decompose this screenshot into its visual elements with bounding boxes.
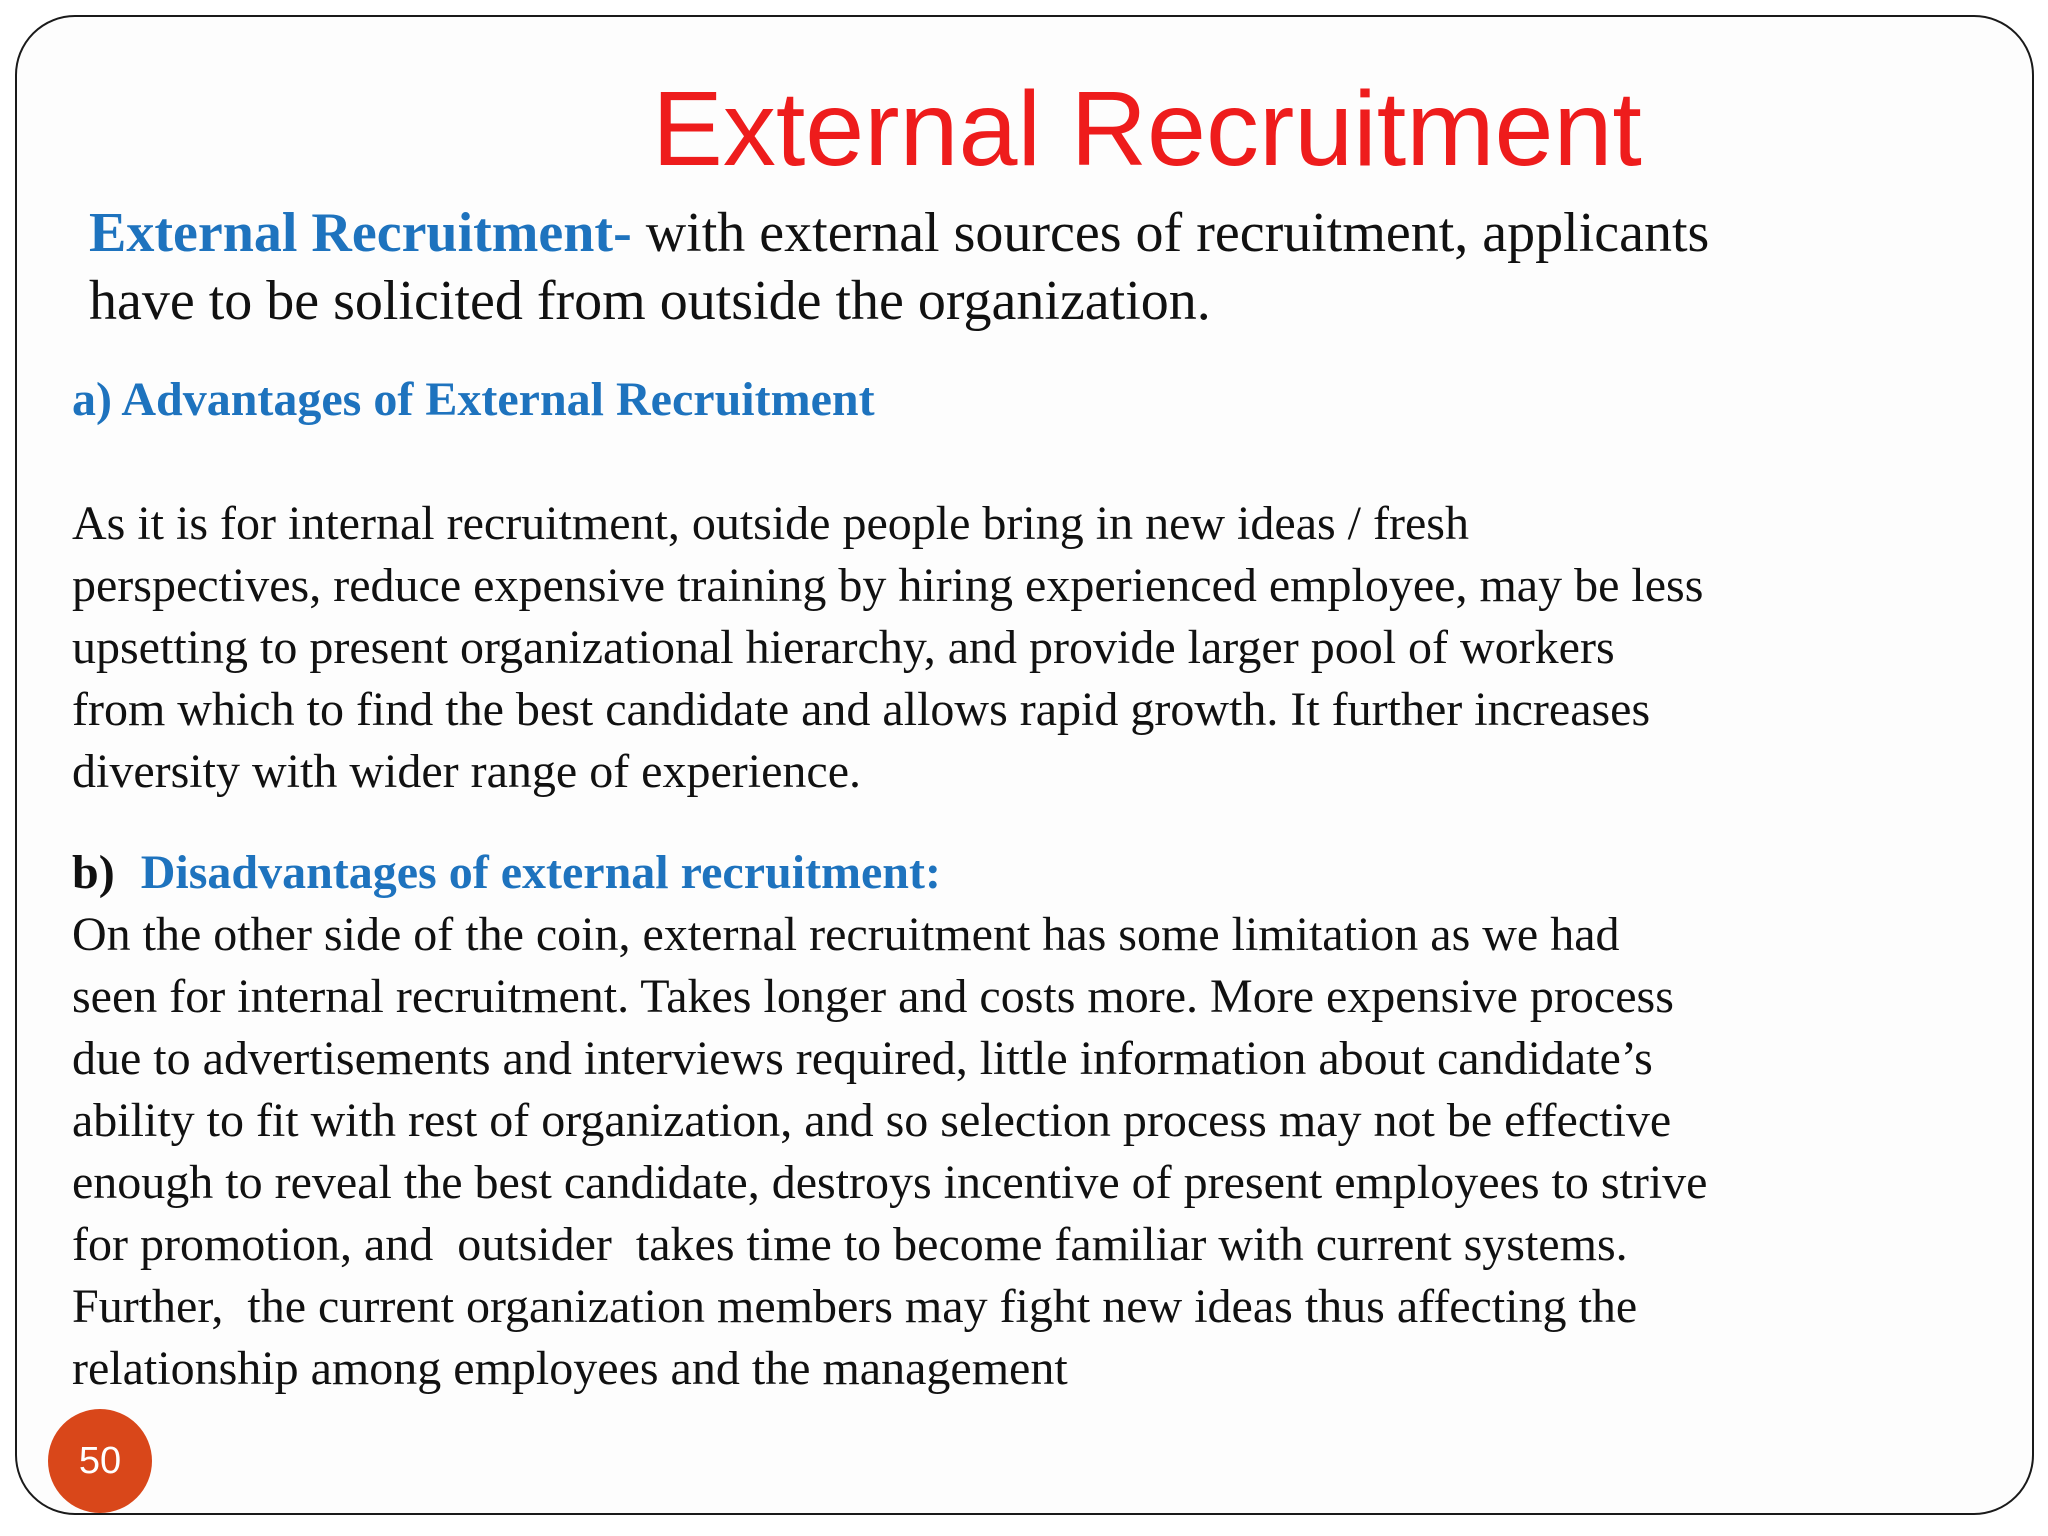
- intro-definition-1: with external sources of recruitment, applicants: [631, 202, 1710, 264]
- advantages-line: As it is for internal recruitment, outside people bring in new ideas / fresh: [72, 497, 1469, 550]
- disadvantages-line: for promotion, and outsider takes time to become familiar with current systems.: [72, 1218, 1628, 1271]
- disadvantages-line: due to advertisements and interviews required, little information about candidate’s: [72, 1032, 1653, 1085]
- advantages-heading: a) Advantages of External Recruitment: [72, 373, 875, 426]
- disadvantages-heading-row: [72, 842, 941, 904]
- disadvantages-heading: Disadvantages of external recruitment:: [140, 846, 941, 899]
- advantages-line: upsetting to present organizational hierarchy, and provide larger pool of workers: [72, 621, 1615, 674]
- disadvantages-line: Further, the current organization members may fight new ideas thus affecting the: [72, 1280, 1638, 1333]
- disadvantages-marker: b): [72, 846, 115, 899]
- intro-term: External Recruitment-: [89, 202, 632, 264]
- slide-title: External Recruitment: [652, 70, 1642, 188]
- page-number-badge: 50: [48, 1409, 152, 1513]
- disadvantages-line: ability to fit with rest of organization, and so selection process may not be effective: [72, 1094, 1672, 1147]
- disadvantages-line: enough to reveal the best candidate, destroys incentive of present employees to strive: [72, 1156, 1708, 1209]
- advantages-line: diversity with wider range of experience.: [72, 745, 862, 798]
- slide-frame: [15, 15, 2034, 1515]
- intro-paragraph: [89, 199, 2009, 335]
- disadvantages-line: seen for internal recruitment. Takes longer and costs more. More expensive process: [72, 970, 1674, 1023]
- intro-line-1: [89, 199, 2009, 267]
- disadvantages-line: relationship among employees and the management: [72, 1342, 1068, 1395]
- advantages-line: from which to find the best candidate and allows rapid growth. It further increases: [72, 683, 1651, 736]
- disadvantages-paragraph: [72, 904, 2027, 1400]
- disadvantages-line: On the other side of the coin, external recruitment has some limitation as we had: [72, 908, 1620, 961]
- intro-definition-2: have to be solicited from outside the organization.: [89, 270, 1211, 332]
- advantages-paragraph: [72, 493, 2027, 803]
- advantages-line: perspectives, reduce expensive training by hiring experienced employee, may be less: [72, 559, 1704, 612]
